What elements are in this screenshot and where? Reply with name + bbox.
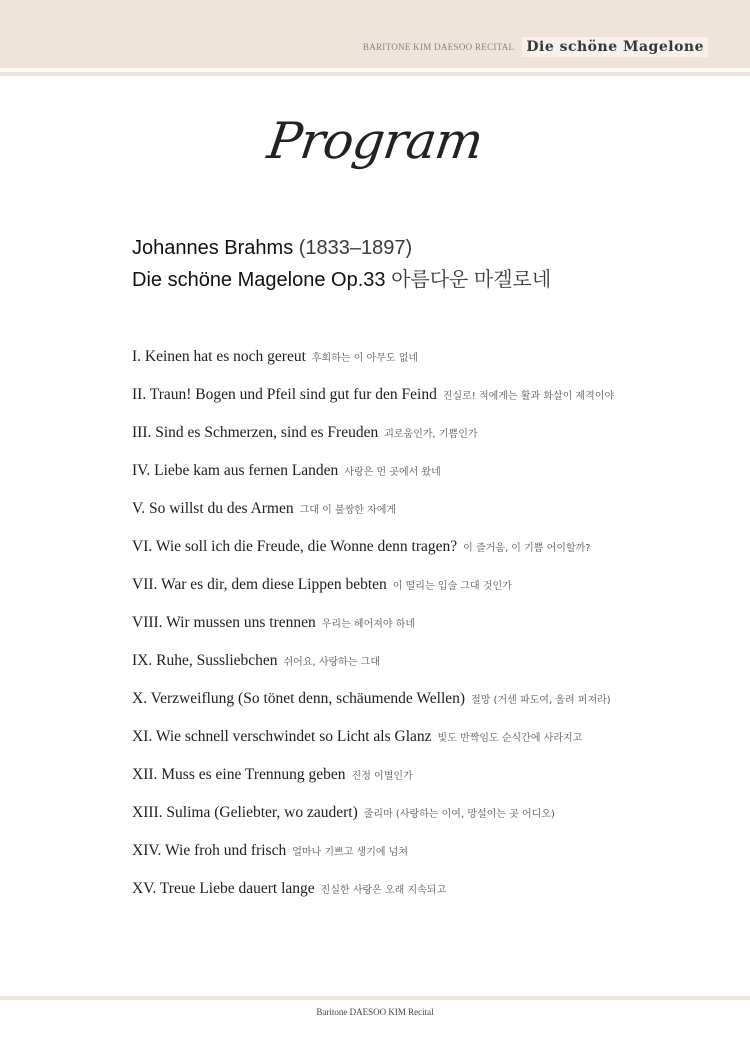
song-title-korean: 얼마나 기쁘고 생기에 넘쳐 [292, 847, 409, 858]
list-item [132, 420, 732, 458]
list-item [132, 762, 732, 800]
page-title: Program [264, 112, 486, 170]
song-title-korean: 진실한 사랑은 오래 지속되고 [320, 885, 447, 896]
song-title-korean: 빛도 반짝임도 순식간에 사라지고 [437, 733, 583, 744]
song-title: V. So willst du des Armen [132, 500, 294, 517]
work-title: Die schöne Magelone Op.33 [132, 269, 386, 291]
song-title: XI. Wie schnell verschwindet so Licht als Glanz [132, 728, 432, 745]
composer-line [132, 232, 551, 264]
header-subtitle: BARITONE KIM DAESOO RECITAL [362, 42, 515, 52]
song-title-korean: 우리는 헤어져야 하네 [321, 619, 416, 630]
list-item [132, 724, 732, 762]
song-title-korean: 절망 (거센 파도여, 울려 퍼져라) [471, 695, 611, 706]
song-title-korean: 진실로! 적에게는 활과 화살이 제격이야 [442, 391, 615, 402]
song-title: XIV. Wie froh und frisch [132, 842, 287, 859]
list-item [132, 686, 732, 724]
work-title-korean: 아름다운 마겔로네 [391, 269, 552, 291]
song-title-korean: 사랑은 먼 곳에서 왔네 [344, 467, 441, 478]
song-title-korean: 후회하는 이 아무도 없네 [311, 353, 419, 364]
song-title: II. Traun! Bogen und Pfeil sind gut fur den Feind [132, 386, 437, 403]
list-item [132, 344, 732, 382]
list-item [132, 876, 732, 914]
song-title-korean: 쉬어요, 사랑하는 그대 [283, 657, 380, 668]
song-title-korean: 괴로움인가, 기쁨인가 [384, 429, 478, 440]
song-title-korean: 그대 이 불쌍한 자에게 [299, 505, 397, 516]
footer-text: Baritone DAESOO KIM Recital [316, 1007, 434, 1017]
song-list [132, 344, 732, 914]
header-divider [0, 72, 750, 76]
song-title: I. Keinen hat es noch gereut [132, 348, 306, 365]
footer-divider [0, 996, 750, 1000]
song-title: X. Verzweiflung (So tönet denn, schäumende Wellen) [132, 690, 466, 707]
list-item [132, 800, 732, 838]
song-title: III. Sind es Schmerzen, sind es Freuden [132, 424, 379, 441]
list-item [132, 838, 732, 876]
list-item [132, 648, 732, 686]
song-title: VI. Wie soll ich die Freude, die Wonne denn tragen? [132, 538, 458, 555]
composer-block [132, 232, 551, 296]
work-line [132, 264, 551, 296]
song-title-korean: 줄리마 (사랑하는 이여, 망설이는 곳 어디오) [363, 809, 555, 820]
song-title-korean: 진정 이별인가 [351, 771, 413, 782]
song-title: XV. Treue Liebe dauert lange [132, 880, 315, 897]
header-band [0, 0, 750, 68]
header [363, 37, 708, 57]
list-item [132, 534, 732, 572]
list-item [132, 382, 732, 420]
list-item [132, 496, 732, 534]
song-title-korean: 이 떨리는 입술 그대 것인가 [392, 581, 512, 592]
composer-name: Johannes Brahms [132, 237, 294, 259]
song-title: XIII. Sulima (Geliebter, wo zaudert) [132, 804, 358, 821]
song-title: VII. War es dir, dem diese Lippen bebten [132, 576, 387, 593]
list-item [132, 458, 732, 496]
header-title: Die schöne Magelone [522, 37, 708, 57]
song-title: XII. Muss es eine Trennung geben [132, 766, 346, 783]
song-title: VIII. Wir mussen uns trennen [132, 614, 316, 631]
song-title-korean: 이 즐거움, 이 기쁨 어이할까? [463, 543, 591, 554]
song-title: IX. Ruhe, Sussliebchen [132, 652, 278, 669]
list-item [132, 610, 732, 648]
list-item [132, 572, 732, 610]
song-title: IV. Liebe kam aus fernen Landen [132, 462, 339, 479]
composer-years: (1833–1897) [298, 237, 413, 259]
